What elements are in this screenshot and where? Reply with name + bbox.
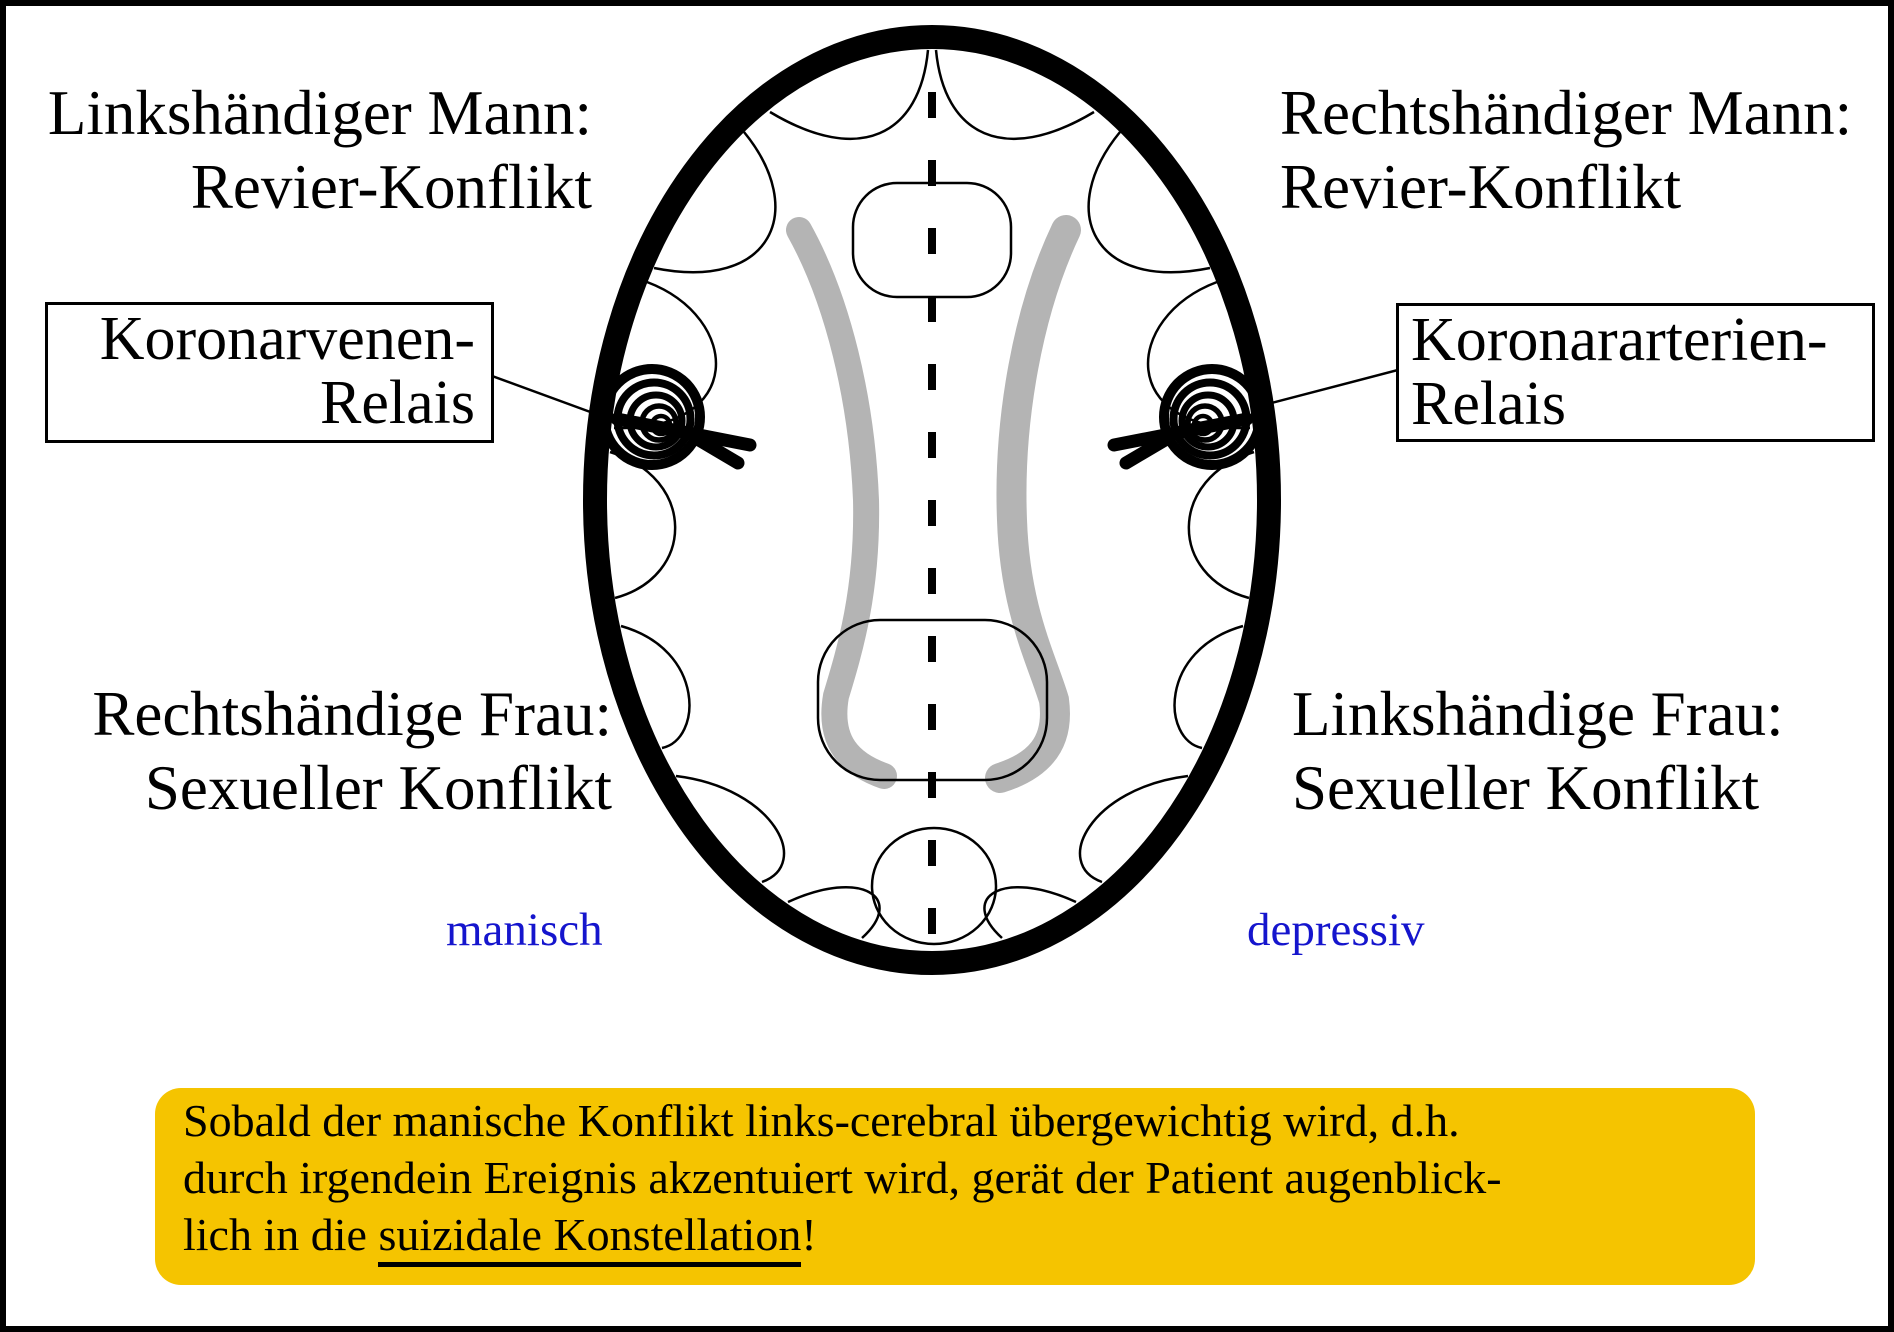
label-right-handed-woman — [40, 677, 612, 825]
label-right-handed-man — [1280, 76, 1852, 224]
cortex-gyri-right — [936, 50, 1254, 938]
label-line: Sexueller Konflikt — [1292, 753, 1760, 823]
cortex-gyri-left — [610, 50, 928, 938]
label-line: Rechtshändiger Mann: — [1280, 78, 1853, 148]
label-line: Revier-Konflikt — [1280, 152, 1682, 222]
right-relay-pointer-line — [1260, 370, 1398, 406]
state-word-depressive: depressiv — [1247, 904, 1425, 956]
coronary-arteries-relay-spiral — [1114, 369, 1260, 465]
note-line-3 — [183, 1206, 1755, 1263]
note-line-2: durch irgendein Ereignis akzentuiert wird, gerät der Patient augenblick- — [183, 1152, 1502, 1203]
relay-box-line: Koronararterien- — [1411, 306, 1828, 374]
note-line-3-post: ! — [801, 1209, 817, 1260]
label-line: Linkshändige Frau: — [1292, 679, 1784, 749]
note-line-3-pre: lich in die — [183, 1209, 379, 1260]
state-word-manic: manisch — [446, 904, 603, 956]
label-line: Rechtshändige Frau: — [92, 679, 612, 749]
label-left-handed-woman — [1292, 677, 1784, 825]
right-ventricle-curve — [1000, 230, 1066, 778]
relay-box-line: Koronarvenen- — [99, 305, 475, 373]
coronary-veins-relay-spiral — [604, 369, 750, 465]
label-line: Sexueller Konflikt — [144, 753, 612, 823]
left-ventricle-curve — [799, 230, 884, 776]
label-left-handed-man — [40, 76, 592, 224]
note-line-1: Sobald der manische Konflikt links-cerebral übergewichtig wird, d.h. — [183, 1095, 1460, 1146]
relay-box-line: Relais — [320, 369, 475, 437]
coronary-arteries-relay-box — [1396, 303, 1875, 442]
suicidal-constellation-note — [155, 1088, 1755, 1285]
coronary-veins-relay-box — [45, 302, 494, 443]
label-line: Revier-Konflikt — [190, 152, 592, 222]
label-line: Linkshändiger Mann: — [47, 78, 592, 148]
note-underlined-phrase: suizidale Konstellation — [378, 1209, 801, 1267]
relay-box-line: Relais — [1411, 370, 1566, 438]
